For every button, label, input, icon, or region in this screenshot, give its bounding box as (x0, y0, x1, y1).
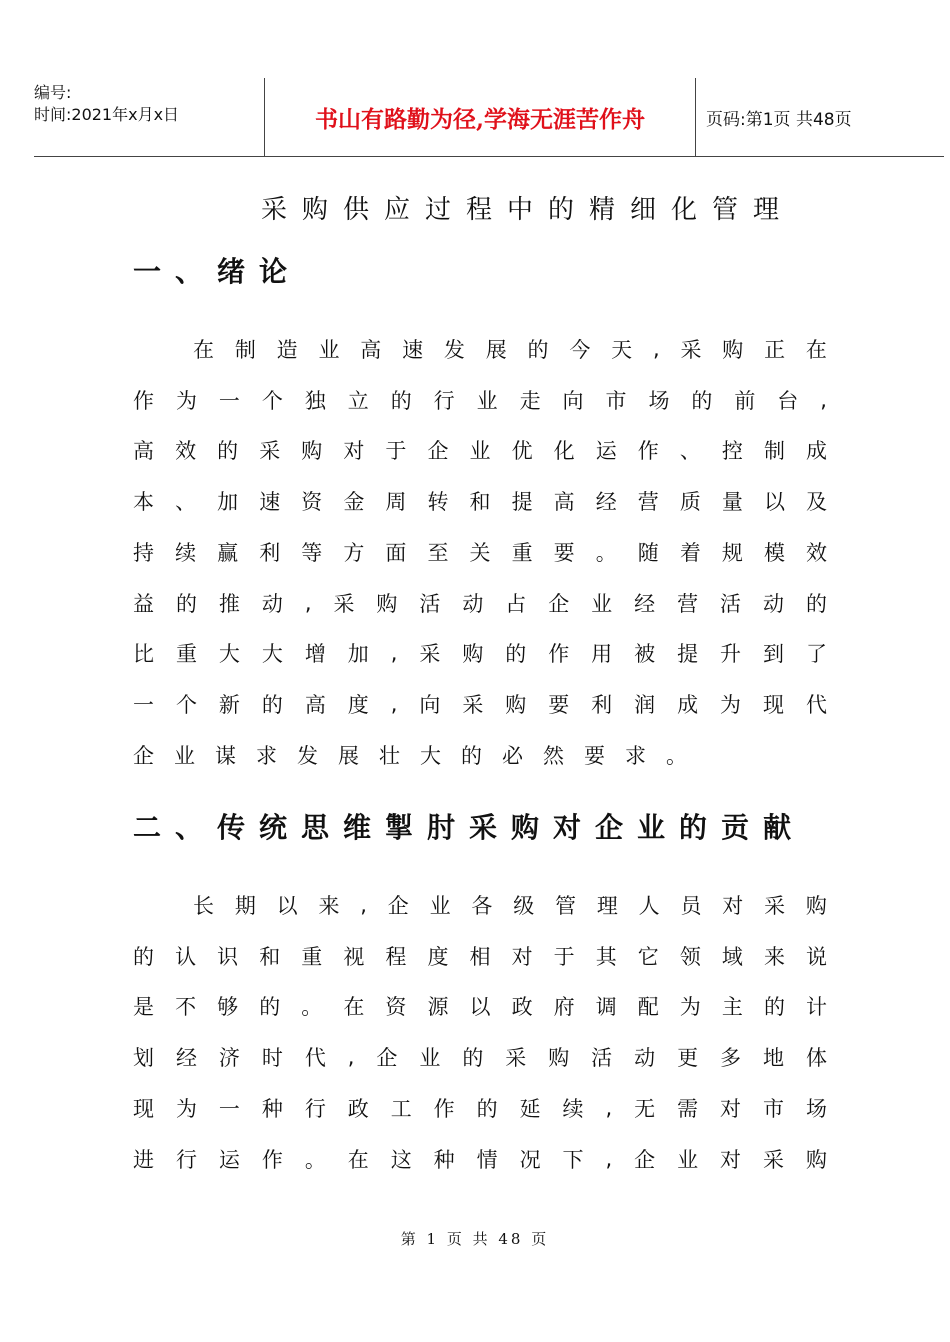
text-line: 企 业 谋 求 发 展 壮 大 的 必 然 要 求 。 (133, 743, 687, 768)
page-footer: 第 1 页 共 48 页 (400, 1230, 550, 1248)
text-line: 本 、 加 速 资 金 周 转 和 提 高 经 营 质 量 以 及 (133, 490, 827, 515)
header-meta (34, 78, 264, 156)
header-motto: 书山有路勤为径,学海无涯苦作舟 (264, 78, 696, 156)
text-line: 益 的 推 动 , 采 购 活 动 占 企 业 经 营 活 动 的 (133, 590, 827, 616)
text-line: 划 经 济 时 代 , 企 业 的 采 购 活 动 更 多 地 体 (133, 1045, 827, 1071)
section-heading-2: 二、传统思维掣肘采购对企业的贡献 (133, 811, 806, 844)
document-title: 采购供应过程中的精细化管理 (260, 195, 794, 225)
section-heading-1: 一、绪论 (133, 255, 302, 288)
text-line: 在 制 造 业 高 速 发 展 的 今 天 , 采 购 正 在 (193, 337, 827, 362)
text-line: 比 重 大 大 增 加 , 采 购 的 作 用 被 提 升 到 了 (133, 641, 827, 667)
time-label: 时间:2021年x月x日 (34, 105, 180, 124)
text-line: 作 为 一 个 独 立 的 行 业 走 向 市 场 的 前 台 , (133, 387, 827, 413)
text-line: 进 行 运 作 。 在 这 种 情 况 下 , 企 业 对 采 购 (133, 1146, 827, 1172)
text-line: 高 效 的 采 购 对 于 企 业 优 化 运 作 、 控 制 成 (133, 439, 827, 464)
header-page-info: 页码:第1页 共48页 (706, 109, 852, 130)
text-line: 持 续 赢 利 等 方 面 至 关 重 要 。 随 着 规 模 效 (133, 540, 827, 565)
text-line: 是 不 够 的 。 在 资 源 以 政 府 调 配 为 主 的 计 (133, 995, 827, 1020)
text-line: 现 为 一 种 行 政 工 作 的 延 续 , 无 需 对 市 场 (133, 1095, 827, 1121)
page-header (34, 78, 944, 157)
text-line: 一 个 新 的 高 度 , 向 采 购 要 利 润 成 为 现 代 (133, 691, 827, 717)
text-line: 的 认 识 和 重 视 程 度 相 对 于 其 它 领 域 来 说 (133, 944, 827, 969)
number-label: 编号: (34, 83, 72, 102)
text-line: 长 期 以 来 , 企 业 各 级 管 理 人 员 对 采 购 (193, 893, 827, 918)
